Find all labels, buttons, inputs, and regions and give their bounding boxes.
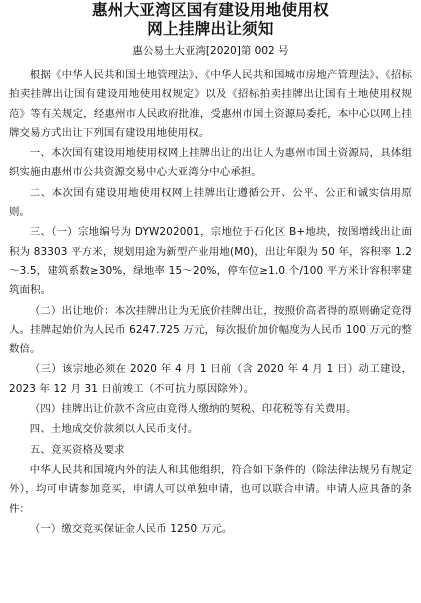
document-number: 惠公易土大亚湾[2020]第 002 号 <box>132 45 289 57</box>
paragraph-section-3-3: （三）该宗地必须在 2020 年 4 月 1 日前（含 2020 年 4 月 1 日）动工建设，2023 年 12 月 31 日前竣工（不可抗力原因除外）。 <box>9 363 412 395</box>
paragraph-section-2: 二、本次国有建设用地使用权网上挂牌出让遵循公开、公平、公正和诚实信用原则。 <box>9 186 412 219</box>
paragraph-section-3-2: （二）出让地价：本次挂牌出让为无底价挂牌出让，按照价高者得的原则确定竞得人。挂牌起始价为人民币 6247.725 万元，每次报价加价幅度为人民币 100 万元的整数倍。 <box>9 304 412 356</box>
paragraph-section-5-heading: 五、竞买资格及要求 <box>29 443 125 456</box>
paragraph-section-3-1: 三、（一）宗地编号为 DYW202001，宗地位于石化区 B+地块，按图增线出让面积为 83303 平方米，规划用途为新型产业用地(M0)，出让年限为 50 年，容积率 1.2～3.5，建筑系数≥30%，绿地率 15～20%，停车位≥1.0 个/100 平方米计容积率建筑面积。 <box>9 226 412 297</box>
paragraph-section-5-1: （一）缴交竞买保证金人民币 1250 万元。 <box>29 522 233 535</box>
document-title-line-2: 网上挂牌出让须知 <box>147 19 274 38</box>
paragraph-section-4: 四、土地成交价款须以人民币支付。 <box>29 423 199 436</box>
document-body <box>9 66 412 539</box>
paragraph-section-5-body: 中华人民共和国境内外的法人和其他组织，符合如下条件的（除法律法规另有规定外），均可申请参加竞买，申请人可以单独申请，也可以联合申请。申请人应具备的条件： <box>9 463 412 515</box>
paragraph-section-1: 一、本次国有建设用地使用权网上挂牌出让的出让人为惠州市国土资源局，具体组织实施由惠州市公共资源交易中心大亚湾分中心承担。 <box>9 147 412 179</box>
paragraph-section-3-4: （四）挂牌出让价款不含应由竞得人缴纳的契税、印花税等有关费用。 <box>29 403 357 416</box>
document-title-line-1: 惠州大亚湾区国有建设用地使用权 <box>91 0 329 19</box>
paragraph-intro: 根据《中华人民共和国土地管理法》、《中华人民共和国城市房地产管理法》、《招标拍卖挂牌出让国有建设用地使用权规定》以及《招标拍卖挂牌出让国有土地使用权规范》等有关规定，经惠州市人民政府批准，受惠州市国土资源局委托，本中心以网上挂牌交易方式出让下列国有建设用地使用权。 <box>9 69 412 139</box>
